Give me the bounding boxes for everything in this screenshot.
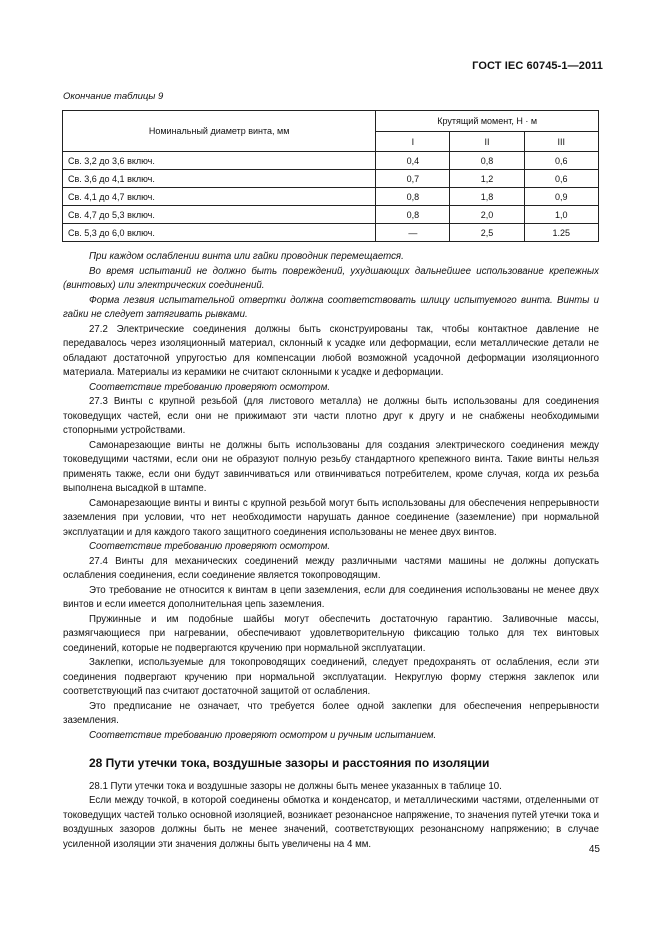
cell-torque-i: 0,8 [376, 188, 450, 206]
paragraph: Самонарезающие винты и винты с крупной резьбой могут быть использованы для обеспечения непрерывности заземления при условии, что нет необходимости нарушать данное соединение (заземление) при нормальной эксплуатации и для каждого такого защитного соединения использованы не менее двух винтов. [63, 497, 599, 538]
paragraph: 27.2 Электрические соединения должны быть сконструированы так, чтобы контактное давление не передавалось через изоляционный материал, склонный к усадке или деформации, если металлические детали не обладают достаточной упругостью для компенсации любой возможной усадочной деформации изоляционного материала. Материалы из керамики не считают склонными к усадке и деформации. [63, 323, 599, 378]
cell-torque-i: 0,8 [376, 206, 450, 224]
table-row [63, 224, 599, 242]
cell-torque-ii: 2,0 [450, 206, 524, 224]
page-number: 45 [588, 844, 600, 855]
cell-diameter: Св. 3,6 до 4,1 включ. [63, 170, 376, 188]
cell-torque-iii: 0,6 [524, 152, 598, 170]
table-row [63, 170, 599, 188]
paragraph: Это требование не относится к винтам в цепи заземления, если для соединения использованы не менее двух винтов и если имеется дополнительная цепь заземления. [63, 584, 599, 610]
paragraph: Пружинные и им подобные шайбы могут обеспечить достаточную гарантию. Заливочные массы, размягчающиеся при нагревании, обеспечивают удовлетворительную фиксацию только для тех винтовых соединений, которые не подвергаются кручению при нормальной эксплуатации. [63, 613, 599, 654]
col-header-ii: II [450, 132, 524, 152]
col-header-torque-group: Крутящий момент, Н · м [376, 111, 599, 132]
paragraph: 27.4 Винты для механических соединений между различными частями машины не должны допускать ослабления соединения, если соединение является токопроводящим. [63, 555, 599, 581]
cell-torque-i: 0,4 [376, 152, 450, 170]
paragraph: Соответствие требованию проверяют осмотром. [89, 541, 331, 552]
table-caption: Окончание таблицы 9 [63, 91, 164, 102]
section-heading: 28 Пути утечки тока, воздушные зазоры и расстояния по изоляции [89, 756, 490, 770]
paragraph: Если между точкой, в которой соединены обмотка и конденсатор, и металлическими частями, отделенными от токоведущих частей только основной изоляцией, возникает резонансное напряжение, то значения путей утечки тока и воздушных зазоров должны быть не менее значений, соответствующих резонансному напряжению; в случае усиленной изоляции эти значения должны быть увеличены на 4 мм. [63, 795, 599, 850]
paragraph: Соответствие требованию проверяют осмотром. [89, 381, 331, 393]
cell-diameter: Св. 4,1 до 4,7 включ. [63, 188, 376, 206]
cell-torque-ii: 1,2 [450, 170, 524, 188]
document-body [63, 250, 599, 852]
paragraph: Заклепки, используемые для токопроводящих соединений, следует предохранять от ослабления, если эти соединения подвергают кручению при нормальной эксплуатации. Некруглую форму стержня заклепок или соответствующий паз считают достаточной защитой от ослабления. [63, 657, 599, 697]
cell-torque-iii: 1.25 [524, 224, 598, 242]
paragraph: Форма лезвия испытательной отвертки должна соответствовать шлицу испытуемого винта. Винты и гайки не следует затягивать рывками. [63, 294, 599, 320]
document-header: ГОСТ IEC 60745-1—2011 [472, 60, 603, 72]
col-header-diameter: Номинальный диаметр винта, мм [63, 111, 376, 152]
paragraph: Это предписание не означает, что требуется более одной заклепки для обеспечения непрерывности заземления. [63, 700, 599, 726]
col-header-iii: III [524, 132, 598, 152]
paragraph: При каждом ослаблении винта или гайки проводник перемещается. [89, 251, 404, 262]
cell-diameter: Св. 3,2 до 3,6 включ. [63, 152, 376, 170]
cell-diameter: Св. 4,7 до 5,3 включ. [63, 206, 376, 224]
paragraph: 27.3 Винты с крупной резьбой (для листового металла) не должны быть использованы для соединения токоведущих частей, если они не прижимают эти части плотно друг к другу и не снабжены необходимыми стопорными устройствами. [63, 396, 599, 436]
table-header-row [63, 111, 599, 132]
col-header-i: I [376, 132, 450, 152]
cell-torque-i: 0,7 [376, 170, 450, 188]
paragraph: Во время испытаний не должно быть повреждений, ухудшающих дальнейшее использование крепежных (винтовых) или электрических соединений. [63, 265, 599, 291]
cell-torque-i: — [376, 224, 450, 242]
cell-torque-iii: 0,6 [524, 170, 598, 188]
paragraph: Самонарезающие винты не должны быть использованы для создания электрического соединения между токоведущими частями, если они не образуют полную резьбу стандартного крепежного винта. Такие винты нельзя применять также, если они будут завинчиваться или отвинчиваться потребителем, кроме случая, когда их резьба выполнена высадкой в штампе. [63, 439, 599, 494]
cell-torque-iii: 1,0 [524, 206, 598, 224]
table-row [63, 188, 599, 206]
cell-torque-ii: 1,8 [450, 188, 524, 206]
cell-torque-iii: 0,9 [524, 188, 598, 206]
table-row [63, 206, 599, 224]
cell-torque-ii: 2,5 [450, 224, 524, 242]
cell-torque-ii: 0,8 [450, 152, 524, 170]
paragraph: Соответствие требованию проверяют осмотром и ручным испытанием. [89, 729, 437, 741]
paragraph: 28.1 Пути утечки тока и воздушные зазоры не должны быть менее указанных в таблице 10. [89, 780, 502, 792]
table-row [63, 152, 599, 170]
torque-table [62, 110, 599, 242]
cell-diameter: Св. 5,3 до 6,0 включ. [63, 224, 376, 242]
